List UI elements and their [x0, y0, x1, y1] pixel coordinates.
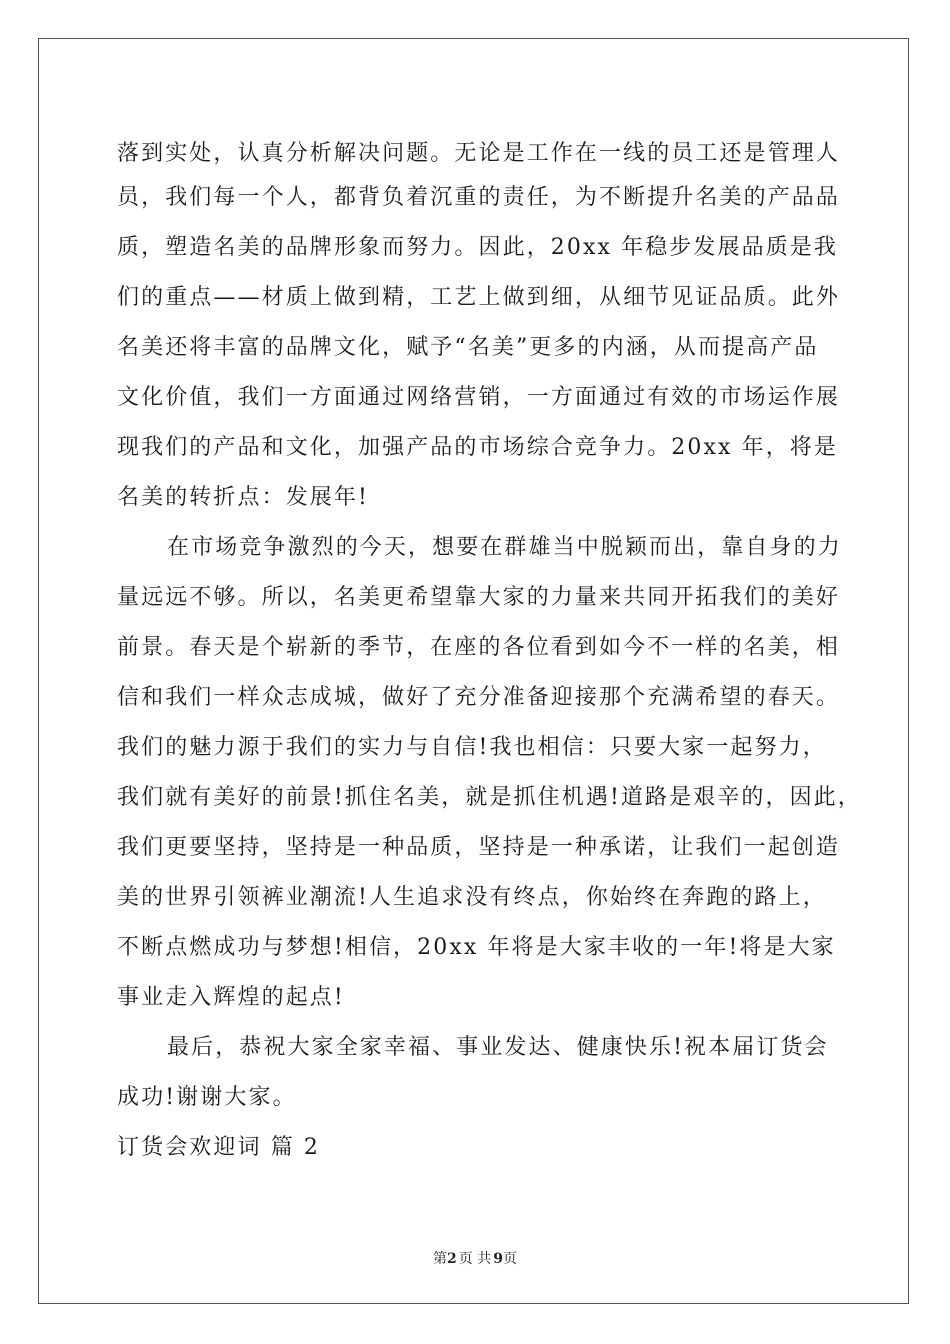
paragraph-line: 质，塑造名美的品牌形象而努力。因此，20xx 年稳步发展品质是我 [117, 235, 839, 260]
paragraph-line: 名美的转折点：发展年! [117, 485, 369, 510]
paragraph-line: 我们更要坚持，坚持是一种品质，坚持是一种承诺，让我们一起创造 [117, 835, 841, 860]
footer-page-prefix: 第 [433, 1251, 448, 1267]
footer-page-mid: 页 共 [458, 1251, 492, 1267]
paragraph-line: 事业走入辉煌的起点! [117, 985, 345, 1010]
paragraph-line: 我们就有美好的前景!抓住名美，就是抓住机遇!道路是艰辛的，因此， [117, 785, 862, 810]
paragraph-line: 员，我们每一个人，都背负着沉重的责任，为不断提升名美的产品品 [117, 185, 841, 210]
footer-page-number: 2 [447, 1251, 457, 1267]
paragraph-line: 成功!谢谢大家。 [117, 1085, 297, 1110]
footer-page-suffix: 页 [502, 1251, 517, 1267]
paragraph-line: 最后，恭祝大家全家幸福、事业发达、健康快乐!祝本届订货会 [167, 1035, 829, 1060]
footer-total-pages: 9 [493, 1251, 503, 1267]
page-border [38, 38, 909, 1304]
paragraph-line: 在市场竞争激烈的今天，想要在群雄当中脱颖而出，靠自身的力 [167, 535, 842, 560]
paragraph-line: 不断点燃成功与梦想!相信，20xx 年将是大家丰收的一年!将是大家 [117, 935, 836, 960]
section-heading: 订货会欢迎词 篇 2 [117, 1135, 320, 1160]
paragraph-line: 文化价值，我们一方面通过网络营销，一方面通过有效的市场运作展 [117, 385, 841, 410]
paragraph-line: 落到实处，认真分析解决问题。无论是工作在一线的员工还是管理人 [117, 141, 841, 166]
paragraph-line: 现我们的产品和文化，加强产品的市场综合竞争力。20xx 年，将是 [117, 435, 839, 460]
paragraph-line: 前景。春天是个崭新的季节，在座的各位看到如今不一样的名美，相 [117, 635, 841, 660]
page-footer [0, 1250, 950, 1268]
paragraph-line: 量远远不够。所以，名美更希望靠大家的力量来共同开拓我们的美好 [117, 585, 841, 610]
paragraph-line: 美的世界引领裤业潮流!人生追求没有终点，你始终在奔跑的路上， [117, 885, 827, 910]
paragraph-line: 信和我们一样众志成城，做好了充分准备迎接那个充满希望的春天。 [117, 685, 841, 710]
paragraph-line: 名美还将丰富的品牌文化，赋予“名美”更多的内涵，从而提高产品 [117, 335, 819, 360]
paragraph-line: 我们的魅力源于我们的实力与自信!我也相信：只要大家一起努力， [117, 735, 827, 760]
paragraph-line: 们的重点——材质上做到精，工艺上做到细，从细节见证品质。此外 [117, 285, 841, 310]
